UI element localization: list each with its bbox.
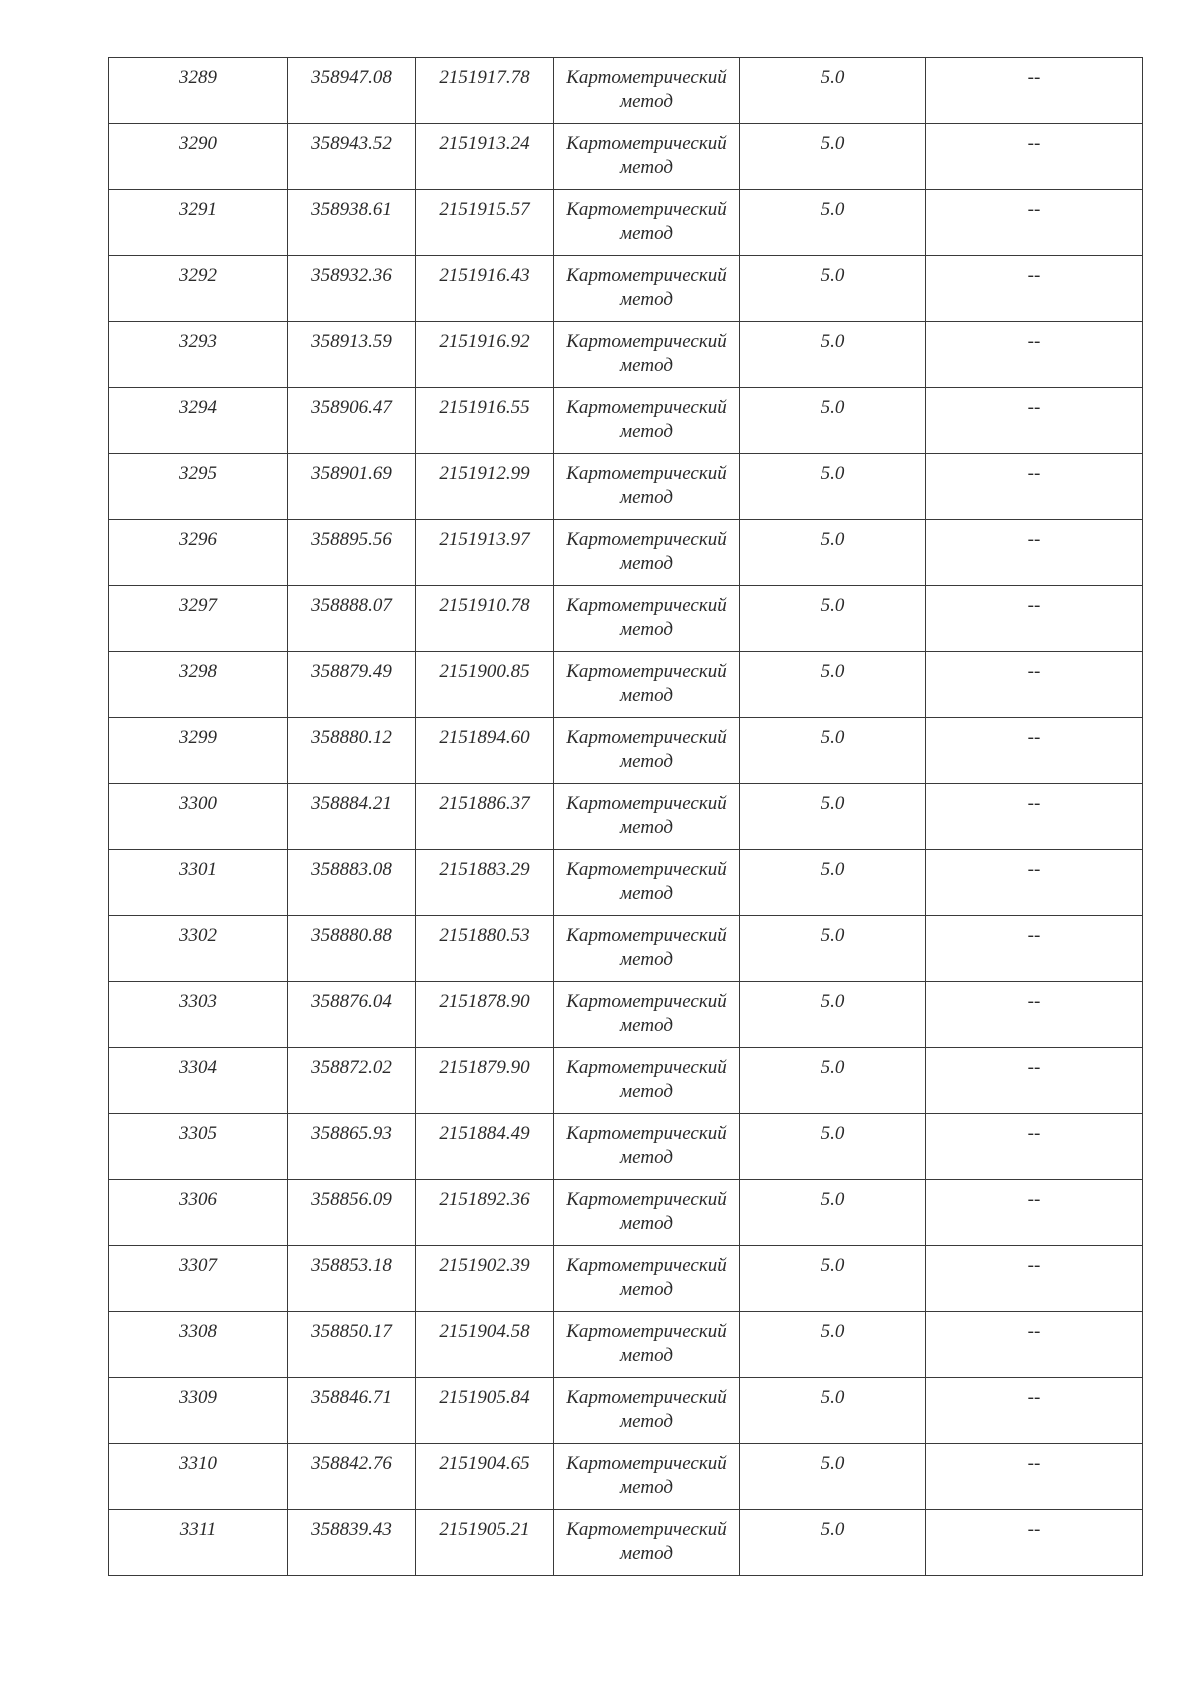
- accuracy-cell: 5.0: [740, 850, 926, 916]
- method-cell: Картометрический метод: [554, 850, 740, 916]
- note-cell: --: [926, 850, 1143, 916]
- point-number-cell: 3311: [109, 1510, 288, 1576]
- point-number-cell: 3296: [109, 520, 288, 586]
- accuracy-cell: 5.0: [740, 1114, 926, 1180]
- x-coordinate-cell: 358901.69: [288, 454, 416, 520]
- method-cell: Картометрический метод: [554, 1246, 740, 1312]
- table-row: [109, 454, 1143, 520]
- accuracy-cell: 5.0: [740, 1246, 926, 1312]
- note-cell: --: [926, 454, 1143, 520]
- note-cell: --: [926, 1444, 1143, 1510]
- point-number-cell: 3291: [109, 190, 288, 256]
- x-coordinate-cell: 358876.04: [288, 982, 416, 1048]
- x-coordinate-cell: 358947.08: [288, 58, 416, 124]
- x-coordinate-cell: 358906.47: [288, 388, 416, 454]
- accuracy-cell: 5.0: [740, 586, 926, 652]
- y-coordinate-cell: 2151916.92: [416, 322, 554, 388]
- note-cell: --: [926, 652, 1143, 718]
- table-row: [109, 190, 1143, 256]
- point-number-cell: 3297: [109, 586, 288, 652]
- table-row: [109, 916, 1143, 982]
- y-coordinate-cell: 2151905.21: [416, 1510, 554, 1576]
- note-cell: --: [926, 916, 1143, 982]
- y-coordinate-cell: 2151904.58: [416, 1312, 554, 1378]
- method-cell: Картометрический метод: [554, 1312, 740, 1378]
- x-coordinate-cell: 358880.88: [288, 916, 416, 982]
- method-cell: Картометрический метод: [554, 1180, 740, 1246]
- accuracy-cell: 5.0: [740, 916, 926, 982]
- accuracy-cell: 5.0: [740, 1510, 926, 1576]
- y-coordinate-cell: 2151913.24: [416, 124, 554, 190]
- method-cell: Картометрический метод: [554, 520, 740, 586]
- point-number-cell: 3294: [109, 388, 288, 454]
- accuracy-cell: 5.0: [740, 718, 926, 784]
- note-cell: --: [926, 1246, 1143, 1312]
- y-coordinate-cell: 2151917.78: [416, 58, 554, 124]
- accuracy-cell: 5.0: [740, 784, 926, 850]
- point-number-cell: 3293: [109, 322, 288, 388]
- accuracy-cell: 5.0: [740, 1312, 926, 1378]
- note-cell: --: [926, 190, 1143, 256]
- x-coordinate-cell: 358846.71: [288, 1378, 416, 1444]
- accuracy-cell: 5.0: [740, 982, 926, 1048]
- y-coordinate-cell: 2151878.90: [416, 982, 554, 1048]
- note-cell: --: [926, 322, 1143, 388]
- y-coordinate-cell: 2151904.65: [416, 1444, 554, 1510]
- accuracy-cell: 5.0: [740, 1180, 926, 1246]
- y-coordinate-cell: 2151916.55: [416, 388, 554, 454]
- note-cell: --: [926, 1510, 1143, 1576]
- x-coordinate-cell: 358839.43: [288, 1510, 416, 1576]
- method-cell: Картометрический метод: [554, 454, 740, 520]
- accuracy-cell: 5.0: [740, 322, 926, 388]
- table-row: [109, 982, 1143, 1048]
- point-number-cell: 3289: [109, 58, 288, 124]
- y-coordinate-cell: 2151902.39: [416, 1246, 554, 1312]
- table-row: [109, 388, 1143, 454]
- y-coordinate-cell: 2151883.29: [416, 850, 554, 916]
- note-cell: --: [926, 1378, 1143, 1444]
- method-cell: Картометрический метод: [554, 190, 740, 256]
- x-coordinate-cell: 358895.56: [288, 520, 416, 586]
- y-coordinate-cell: 2151915.57: [416, 190, 554, 256]
- method-cell: Картометрический метод: [554, 1444, 740, 1510]
- method-cell: Картометрический метод: [554, 652, 740, 718]
- table-row: [109, 586, 1143, 652]
- table-row: [109, 718, 1143, 784]
- method-cell: Картометрический метод: [554, 388, 740, 454]
- method-cell: Картометрический метод: [554, 718, 740, 784]
- accuracy-cell: 5.0: [740, 1444, 926, 1510]
- point-number-cell: 3295: [109, 454, 288, 520]
- table-row: [109, 1378, 1143, 1444]
- table-row: [109, 124, 1143, 190]
- point-number-cell: 3290: [109, 124, 288, 190]
- table-row: [109, 1048, 1143, 1114]
- point-number-cell: 3302: [109, 916, 288, 982]
- x-coordinate-cell: 358932.36: [288, 256, 416, 322]
- x-coordinate-cell: 358865.93: [288, 1114, 416, 1180]
- method-cell: Картометрический метод: [554, 1510, 740, 1576]
- y-coordinate-cell: 2151900.85: [416, 652, 554, 718]
- table-row: [109, 1114, 1143, 1180]
- x-coordinate-cell: 358879.49: [288, 652, 416, 718]
- point-number-cell: 3307: [109, 1246, 288, 1312]
- note-cell: --: [926, 58, 1143, 124]
- table-row: [109, 652, 1143, 718]
- x-coordinate-cell: 358856.09: [288, 1180, 416, 1246]
- point-number-cell: 3301: [109, 850, 288, 916]
- note-cell: --: [926, 586, 1143, 652]
- point-number-cell: 3303: [109, 982, 288, 1048]
- method-cell: Картометрический метод: [554, 256, 740, 322]
- table-row: [109, 850, 1143, 916]
- y-coordinate-cell: 2151880.53: [416, 916, 554, 982]
- note-cell: --: [926, 1048, 1143, 1114]
- table-row: [109, 1312, 1143, 1378]
- note-cell: --: [926, 124, 1143, 190]
- method-cell: Картометрический метод: [554, 322, 740, 388]
- method-cell: Картометрический метод: [554, 916, 740, 982]
- point-number-cell: 3304: [109, 1048, 288, 1114]
- accuracy-cell: 5.0: [740, 1378, 926, 1444]
- point-number-cell: 3310: [109, 1444, 288, 1510]
- point-number-cell: 3299: [109, 718, 288, 784]
- y-coordinate-cell: 2151913.97: [416, 520, 554, 586]
- accuracy-cell: 5.0: [740, 652, 926, 718]
- method-cell: Картометрический метод: [554, 1378, 740, 1444]
- table-row: [109, 784, 1143, 850]
- table-row: [109, 256, 1143, 322]
- note-cell: --: [926, 388, 1143, 454]
- method-cell: Картометрический метод: [554, 124, 740, 190]
- y-coordinate-cell: 2151910.78: [416, 586, 554, 652]
- coordinates-table-body: [109, 58, 1143, 1576]
- point-number-cell: 3298: [109, 652, 288, 718]
- point-number-cell: 3306: [109, 1180, 288, 1246]
- note-cell: --: [926, 982, 1143, 1048]
- note-cell: --: [926, 1114, 1143, 1180]
- method-cell: Картометрический метод: [554, 1114, 740, 1180]
- point-number-cell: 3309: [109, 1378, 288, 1444]
- x-coordinate-cell: 358872.02: [288, 1048, 416, 1114]
- accuracy-cell: 5.0: [740, 190, 926, 256]
- y-coordinate-cell: 2151894.60: [416, 718, 554, 784]
- x-coordinate-cell: 358913.59: [288, 322, 416, 388]
- method-cell: Картометрический метод: [554, 58, 740, 124]
- x-coordinate-cell: 358842.76: [288, 1444, 416, 1510]
- note-cell: --: [926, 1312, 1143, 1378]
- table-row: [109, 520, 1143, 586]
- table-row: [109, 1510, 1143, 1576]
- y-coordinate-cell: 2151912.99: [416, 454, 554, 520]
- accuracy-cell: 5.0: [740, 520, 926, 586]
- y-coordinate-cell: 2151879.90: [416, 1048, 554, 1114]
- y-coordinate-cell: 2151916.43: [416, 256, 554, 322]
- note-cell: --: [926, 784, 1143, 850]
- table-row: [109, 322, 1143, 388]
- accuracy-cell: 5.0: [740, 1048, 926, 1114]
- x-coordinate-cell: 358883.08: [288, 850, 416, 916]
- accuracy-cell: 5.0: [740, 454, 926, 520]
- y-coordinate-cell: 2151892.36: [416, 1180, 554, 1246]
- y-coordinate-cell: 2151884.49: [416, 1114, 554, 1180]
- coordinates-table: [108, 57, 1143, 1576]
- x-coordinate-cell: 358884.21: [288, 784, 416, 850]
- x-coordinate-cell: 358938.61: [288, 190, 416, 256]
- point-number-cell: 3305: [109, 1114, 288, 1180]
- y-coordinate-cell: 2151905.84: [416, 1378, 554, 1444]
- x-coordinate-cell: 358943.52: [288, 124, 416, 190]
- accuracy-cell: 5.0: [740, 256, 926, 322]
- point-number-cell: 3292: [109, 256, 288, 322]
- method-cell: Картометрический метод: [554, 784, 740, 850]
- note-cell: --: [926, 1180, 1143, 1246]
- method-cell: Картометрический метод: [554, 982, 740, 1048]
- x-coordinate-cell: 358888.07: [288, 586, 416, 652]
- y-coordinate-cell: 2151886.37: [416, 784, 554, 850]
- note-cell: --: [926, 256, 1143, 322]
- table-row: [109, 1180, 1143, 1246]
- table-row: [109, 58, 1143, 124]
- method-cell: Картометрический метод: [554, 586, 740, 652]
- table-row: [109, 1444, 1143, 1510]
- x-coordinate-cell: 358853.18: [288, 1246, 416, 1312]
- point-number-cell: 3300: [109, 784, 288, 850]
- point-number-cell: 3308: [109, 1312, 288, 1378]
- method-cell: Картометрический метод: [554, 1048, 740, 1114]
- accuracy-cell: 5.0: [740, 124, 926, 190]
- table-row: [109, 1246, 1143, 1312]
- accuracy-cell: 5.0: [740, 388, 926, 454]
- accuracy-cell: 5.0: [740, 58, 926, 124]
- note-cell: --: [926, 718, 1143, 784]
- note-cell: --: [926, 520, 1143, 586]
- x-coordinate-cell: 358880.12: [288, 718, 416, 784]
- x-coordinate-cell: 358850.17: [288, 1312, 416, 1378]
